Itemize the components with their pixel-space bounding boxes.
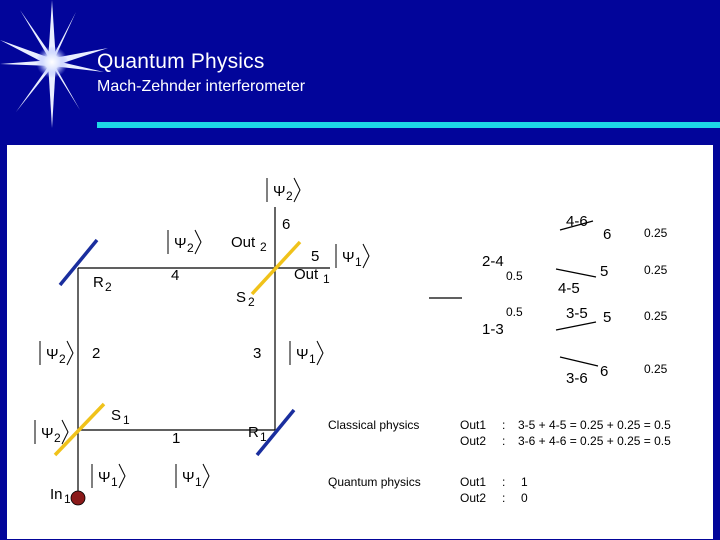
svg-text:In: In [50, 486, 63, 503]
quantum-out1-name: Out1 [460, 475, 487, 489]
ket-top-psi2 [267, 178, 300, 203]
svg-text:Ψ: Ψ [273, 183, 286, 200]
classical-out1-value: 3-5 + 4-5 = 0.25 + 0.25 = 0.5 [518, 418, 671, 432]
path-number-3: 3 [253, 345, 262, 362]
path-4-5-end: 5 [600, 263, 609, 280]
path-2-4-prob: 0.5 [506, 269, 523, 283]
path-2-4-label: 2-4 [482, 253, 504, 270]
path-4-6-label: 4-6 [566, 213, 588, 230]
ket-left-psi2 [40, 341, 73, 366]
tree-branch-4-5 [556, 269, 596, 277]
classical-out1-name: Out1 [460, 418, 487, 432]
svg-text:1: 1 [355, 255, 362, 269]
svg-text:S: S [236, 289, 247, 306]
classical-out2-name: Out2 [460, 434, 487, 448]
classical-physics-label: Classical physics [328, 418, 420, 432]
svg-text:R: R [93, 274, 104, 291]
path-4-5-prob: 0.25 [644, 263, 668, 277]
path-3-6-label: 3-6 [566, 370, 588, 387]
path-3-5-prob: 0.25 [644, 309, 668, 323]
tree-branch-3-6 [560, 357, 598, 366]
path-3-6-prob: 0.25 [644, 362, 668, 376]
path-number-1: 1 [172, 430, 181, 447]
slide-subtitle: Mach-Zehnder interferometer [97, 78, 306, 95]
quantum-out2-sep: : [502, 491, 506, 505]
classical-out1-sep: : [502, 418, 506, 432]
label-r1 [248, 424, 267, 444]
svg-text:Ψ: Ψ [46, 346, 59, 363]
ket-bottom-psi1 [176, 464, 209, 489]
slide-title: Quantum Physics [97, 50, 265, 73]
svg-text:1: 1 [309, 352, 316, 366]
quantum-out1-value: 1 [521, 475, 528, 489]
svg-text:1: 1 [260, 430, 267, 444]
quantum-out1-sep: : [502, 475, 506, 489]
path-number-2: 2 [92, 345, 101, 362]
svg-text:Ψ: Ψ [182, 469, 195, 486]
path-3-5-label: 3-5 [566, 305, 588, 322]
path-4-6-end: 6 [603, 226, 612, 243]
ket-in-psi1 [92, 464, 125, 489]
svg-text:1: 1 [195, 475, 202, 489]
quantum-out2-value: 0 [521, 491, 528, 505]
path-4-5-label: 4-5 [558, 280, 580, 297]
svg-text:Ψ: Ψ [174, 235, 187, 252]
path-3-6-end: 6 [600, 363, 609, 380]
svg-text:2: 2 [187, 241, 194, 255]
svg-text:2: 2 [286, 189, 293, 203]
label-r2 [93, 274, 112, 294]
svg-text:1: 1 [323, 272, 330, 286]
svg-text:2: 2 [59, 352, 66, 366]
ket-out1-psi1 [336, 244, 369, 269]
svg-text:Out: Out [231, 234, 256, 251]
path-4-6-prob: 0.25 [644, 226, 668, 240]
svg-text:Ψ: Ψ [41, 425, 54, 442]
classical-out2-sep: : [502, 434, 506, 448]
svg-text:S: S [111, 407, 122, 424]
svg-text:2: 2 [105, 280, 112, 294]
svg-text:Ψ: Ψ [98, 469, 111, 486]
path-1-3-prob: 0.5 [506, 305, 523, 319]
ket-upper-psi2 [168, 230, 201, 255]
path-number-5: 5 [311, 248, 320, 265]
label-in [50, 486, 71, 506]
path-3-5-end: 5 [603, 309, 612, 326]
svg-text:Out: Out [294, 266, 319, 283]
svg-text:2: 2 [260, 240, 267, 254]
ket-lower-psi2 [35, 420, 68, 445]
svg-text:2: 2 [54, 431, 61, 445]
quantum-physics-label: Quantum physics [328, 475, 421, 489]
svg-text:1: 1 [64, 492, 71, 506]
quantum-out2-name: Out2 [460, 491, 487, 505]
svg-text:Ψ: Ψ [296, 346, 309, 363]
label-out1 [294, 266, 330, 286]
path-number-4: 4 [171, 267, 180, 284]
svg-text:Ψ: Ψ [342, 249, 355, 266]
svg-text:1: 1 [123, 413, 130, 427]
label-s1 [111, 407, 130, 427]
svg-text:R: R [248, 424, 259, 441]
label-out2 [231, 234, 267, 254]
path-number-6: 6 [282, 216, 291, 233]
photon-source [71, 491, 85, 505]
tree-branch-3-5 [556, 322, 596, 330]
ket-mid-psi1 [290, 341, 323, 366]
svg-text:2: 2 [248, 295, 255, 309]
svg-text:1: 1 [111, 475, 118, 489]
path-1-3-label: 1-3 [482, 321, 504, 338]
classical-out2-value: 3-6 + 4-6 = 0.25 + 0.25 = 0.5 [518, 434, 671, 448]
